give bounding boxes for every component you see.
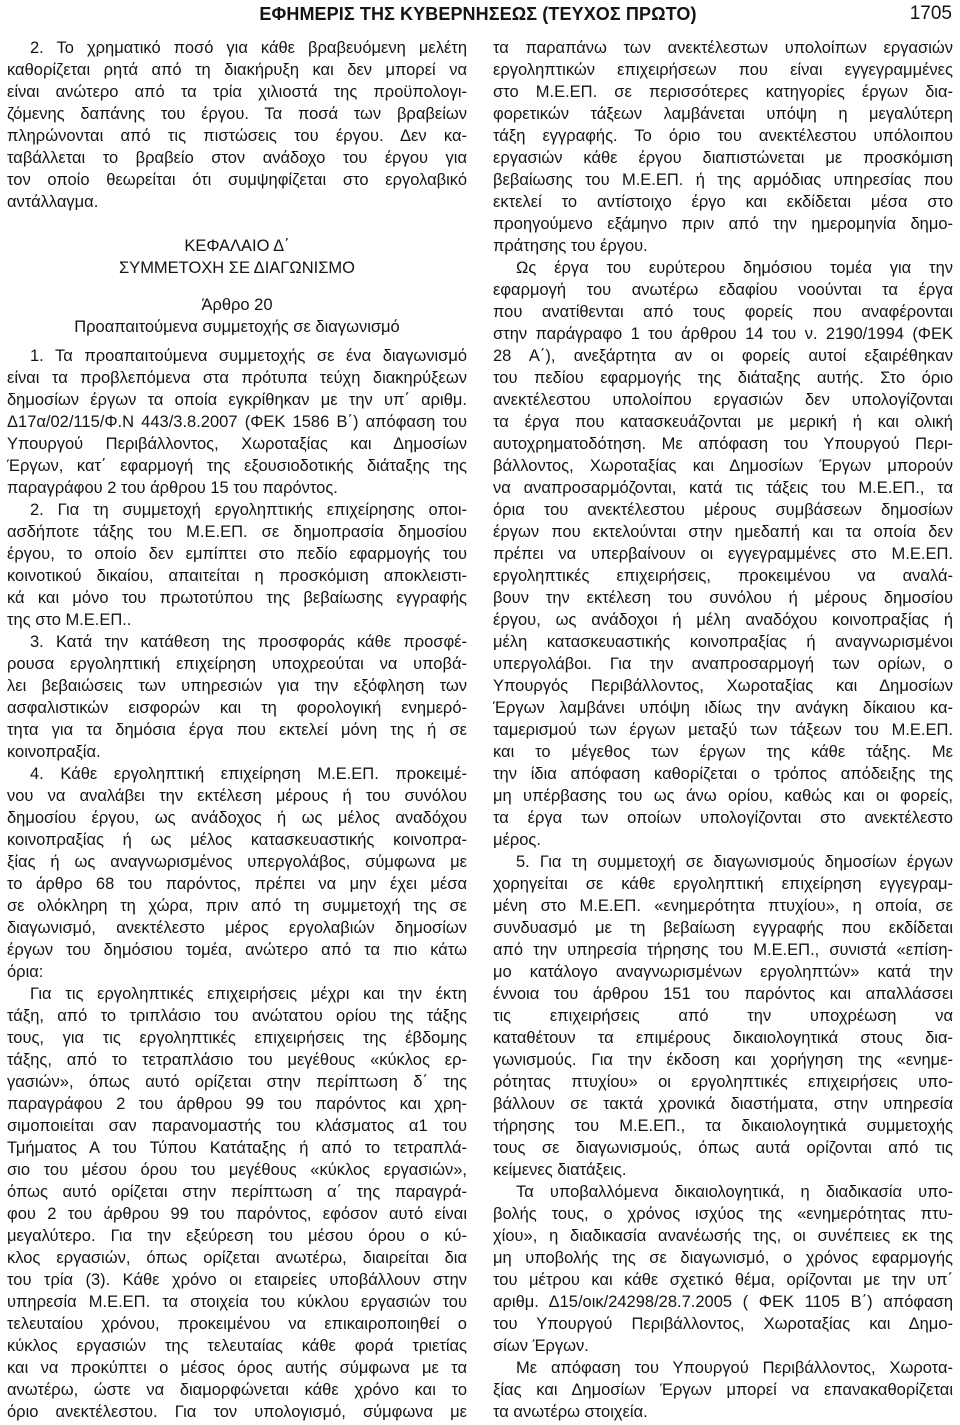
text-line: του Υπουργού Περιβάλλοντος, Χωροταξίας και Δημο-: [493, 1315, 953, 1333]
text-line: τις επιχειρήσεις από την υποχρέωση να: [493, 1007, 953, 1025]
text-line: ανεκτέλεστου υπολοίπου εργασιών δεν υπολογίζονται: [493, 391, 953, 409]
text-line: του πεδίου εφαρμογής της διάταξης αυτής. Στο όριο: [493, 369, 953, 387]
text-line: φου 2 του άρθρου 99 του παρόντος, εφόσον αυτό είναι: [7, 1205, 467, 1223]
text-line: αντάλλαγμα.: [7, 193, 99, 211]
text-line: 4. Κάθε εργοληπτική επιχείρηση Μ.Ε.ΕΠ. προκειμέ-: [30, 765, 467, 783]
paragraph: [493, 1357, 953, 1423]
text-line: Για τις εργοληπτικές επιχειρήσεις μέχρι και την έκτη: [30, 985, 467, 1003]
text-line: στο Μ.Ε.ΕΠ. σε περισσότερες κατηγορίες έργων δια-: [493, 83, 953, 101]
text-line: ρουσα εργοληπτική επιχείρηση υποχρεούται να υποβά-: [7, 655, 467, 673]
heading-line: ΚΕΦΑΛΑΙΟ Δ΄: [184, 237, 290, 255]
chapter-heading: [7, 235, 467, 279]
text-line: νου να αναλάβει την εκτέλεση μέρους ή του συνόλου: [7, 787, 467, 805]
text-line: έργου, το οποίο δεν εμπίπτει στο πεδίο εφαρμογής του: [7, 545, 467, 563]
right-column: [493, 37, 953, 1423]
text-line: έργου, ως ανάδοχοι ή μέλη αναδόχου κοινοπραξίας ή: [493, 611, 953, 629]
text-line: τον οποίο θεωρείται ότι συμψηφίζεται στο εργολαβικό: [7, 171, 467, 189]
text-line: κείμενες διατάξεις.: [493, 1161, 627, 1179]
text-line: μη υπέρβασης του ως άνω ορίου, καθώς και οι φορείς,: [493, 787, 953, 805]
text-line: ρότητας πτυχίου» οι εργοληπτικές επιχειρήσεις υπο-: [493, 1073, 953, 1091]
text-line: μέλη κατασκευαστικής κοινοπραξίας ή αναγνωρισμένοι: [493, 633, 953, 651]
text-line: 2. Το χρηματικό ποσό για κάθε βραβευόμενη μελέτη: [30, 39, 467, 57]
text-line: πληρώνονται από τις πιστώσεις του έργου. Δεν κα-: [7, 127, 467, 145]
text-line: ξίας και Δημοσίων Έργων μπορεί να επανακαθορίζεται: [493, 1381, 953, 1399]
text-line: 1. Τα προαπαιτούμενα συμμετοχής σε ένα διαγωνισμό: [30, 347, 467, 365]
text-line: τα ανωτέρω στοιχεία.: [493, 1403, 648, 1421]
text-line: της στο Μ.Ε.ΕΠ..: [7, 611, 132, 629]
text-line: σε ολόκληρη τη χώρα, πριν από τη συμμετοχή της σε: [7, 897, 467, 915]
text-line: ξίας ή ως αναγνωρισμένος υπεργολάβος, σύμφωνα με: [7, 853, 467, 871]
text-line: μεγαλύτερο. Για την εξεύρεση του μέσου όρου ο κύ-: [7, 1227, 467, 1245]
text-line: τήρησης του Μ.Ε.ΕΠ., τα δικαιολογητικά συμμετοχής: [493, 1117, 953, 1135]
text-line: πρέπει να υπερβαίνουν οι εγγεγραμμένες στο Μ.Ε.ΕΠ.: [493, 545, 953, 563]
text-line: τα παραπάνω των ανεκτέλεστων υπολοίπων εργασιών: [493, 39, 953, 57]
text-line: τάξη εγγραφής. Το όριο του ανεκτέλεστου υπόλοιπου: [493, 127, 953, 145]
gazette-title: ΕΦΗΜΕΡΙΣ ΤΗΣ ΚΥΒΕΡΝΗΣΕΩΣ (ΤΕΥΧΟΣ ΠΡΩΤΟ): [259, 4, 697, 24]
text-line: κοινοπραξίας ή ως μέλος κατασκευαστικής κοινοπρα-: [7, 831, 467, 849]
text-line: ταμερισμού των έργων μεταξύ των τάξεων του Μ.Ε.ΕΠ.: [493, 721, 953, 739]
text-line: βάλλοντος, Χωροταξίας και Δημοσίων Έργων μπορούν: [493, 457, 953, 475]
paragraph: [7, 983, 467, 1423]
text-line: βουν την εκτέλεση του συνόλου ή μέρους δημοσίου: [493, 589, 953, 607]
text-line: τα έργα που κατασκευάζονται με μερική ή και ολική: [493, 413, 953, 431]
text-line: κοινοπραξία.: [7, 743, 101, 761]
text-line: χορηγείται σε κάθε εργοληπτική επιχείρηση εγγεγραμ-: [493, 875, 953, 893]
text-line: σίων Έργων.: [493, 1337, 589, 1355]
text-line: μο κατάλογο αναγνωρισμένων εργοληπτών» κατά την: [493, 963, 953, 981]
text-line: Με απόφαση του Υπουργού Περιβάλλοντος, Χωροτα-: [516, 1359, 953, 1377]
text-line: έργων που εκτελούνται στην ημεδαπή και τα οποία δεν: [493, 523, 953, 541]
text-line: 2. Για τη συμμετοχή εργοληπτικής επιχείρησης οποι-: [30, 501, 467, 519]
text-line: ζόμενης δαπάνης του έργου. Τα ποσά των βραβείων: [7, 105, 467, 123]
left-column: [7, 37, 467, 1423]
text-line: καθορίζεται ρητά από τη διακήρυξη και δεν μπορεί να: [7, 61, 467, 79]
paragraph: [7, 499, 467, 631]
article-heading: [7, 294, 467, 338]
text-line: Έργων λαμβάνει υπόψη ιδίως την ανάγκη δίκαιου κα-: [493, 699, 953, 717]
text-line: κύκλος εργασιών της τελευταίας κάθε φορά τριετίας: [7, 1337, 467, 1355]
text-line: διαγωνισμό, ανεκτέλεστο μέρος εργολαβιών δημοσίων: [7, 919, 467, 937]
text-line: γασιών», όπως αυτό ορίζεται στην περίπτωση δ΄ της: [7, 1073, 467, 1091]
text-line: τους, για τις εργοληπτικές επιχειρήσεις της έβδομης: [7, 1029, 467, 1047]
text-line: 28 Α΄), ανεξάρτητα αν οι φορείς αυτοί εξαιρέθηκαν: [493, 347, 953, 365]
text-line: μη υποβολής της σε διαγωνισμό, ο χρόνος εφαρμογής: [493, 1249, 953, 1267]
text-line: χίου», η διαδικασία ανανέωσής της, οι συνέπειες εκ της: [493, 1227, 953, 1245]
paragraph: [7, 345, 467, 499]
text-line: Υπουργός Περιβάλλοντος, Χωροταξίας και Δημοσίων: [493, 677, 953, 695]
text-line: αριθμ. Δ15/οικ/24298/28.7.2005 ( ΦΕΚ 1105 Β΄) απόφαση: [493, 1293, 953, 1311]
paragraph: [493, 257, 953, 851]
text-line: εργοληπτικών επιχειρήσεων που είναι εγγεγραμμένες: [493, 61, 953, 79]
paragraph: [7, 631, 467, 763]
text-line: όρια του ανεκτέλεστου μέρους συμβάσεων δημοσίων: [493, 501, 953, 519]
text-line: κοινοτικού δικαίου, απαιτείται η προσκόμιση αποκλειστι-: [7, 567, 467, 585]
paragraph: [493, 851, 953, 1181]
text-line: και το μέγεθος των έργων της κάθε τάξης. Με: [493, 743, 953, 761]
text-line: προηγούμενο εξάμηνο πριν από την ημερομηνία δημο-: [493, 215, 953, 233]
text-line: παραγράφου 2 του άρθρου 15 του παρόντος.: [7, 479, 338, 497]
text-line: ασδήποτε τάξης του Μ.Ε.ΕΠ. σε δημοπρασία δημοσίου: [7, 523, 467, 541]
text-line: κλος εργασιών, όπως ορίζεται ανωτέρω, διαιρείται δια: [7, 1249, 467, 1267]
text-line: από την υπηρεσία τήρησης του Μ.Ε.ΕΠ., συνιστά «επίση-: [493, 941, 953, 959]
text-line: μέρος.: [493, 831, 541, 849]
text-line: τάξης, από το τετραπλάσιο του μεγέθους «κύκλος ερ-: [7, 1051, 467, 1069]
text-line: τητα για τα δημόσια έργα που εκτελεί μόνη της ή σε: [7, 721, 467, 739]
text-line: που ανατίθενται από τους φορείς που αναφέρονται: [493, 303, 953, 321]
text-line: Ως έργα του ευρύτερου δημόσιου τομέα για την: [516, 259, 953, 277]
text-line: πράτησης του έργου.: [493, 237, 648, 255]
text-line: Τμήματος Α του Τύπου Κατάταξης ή από το τετραπλά-: [7, 1139, 467, 1157]
text-line: τους σε διαγωνισμούς, όπως αυτά ορίζονται από τις: [493, 1139, 953, 1157]
text-line: εκτελεί το αντίστοιχο έργο και εκδίδεται μέσα στο: [493, 193, 953, 211]
text-line: φορετικών τάξεων λαμβάνεται υπόψη η μεγαλύτερη: [493, 105, 953, 123]
text-line: όριο ανεκτέλεστου. Για τον υπολογισμό, σύμφωνα με: [7, 1403, 467, 1421]
text-line: είναι τα προβλεπόμενα στα πρότυπα τεύχη διακηρύξεων: [7, 369, 467, 387]
text-line: τελευταίου χρόνου, προκειμένου να επικαιροποιηθεί ο: [7, 1315, 467, 1333]
text-line: Τα υποβαλλόμενα δικαιολογητικά, η διαδικασία υπο-: [516, 1183, 953, 1201]
paragraph: [7, 763, 467, 983]
text-line: εργασιών κάθε έργου διαπιστώνεται με προσκόμιση: [493, 149, 953, 167]
text-line: βολής τους, ο χρόνος ισχύος της «ενημερότητας πτυ-: [493, 1205, 953, 1223]
page-header: [0, 3, 960, 25]
text-line: την ίδια απόφαση καθορίζεται ο τρόπος απόδειξης της: [493, 765, 953, 783]
text-line: να αναπροσαρμόζονται, κατά τις τάξεις του Μ.Ε.ΕΠ., τα: [493, 479, 953, 497]
text-line: εφαρμογή του ανωτέρω εδαφίου νοούνται τα έργα: [493, 281, 953, 299]
text-line: δημοσίων έργων τα οποία εγκρίθηκαν με την υπ΄ αριθμ.: [7, 391, 467, 409]
text-line: παραγράφου 2 του άρθρου 99 του παρόντος και χρη-: [7, 1095, 467, 1113]
text-line: όπως αυτό ορίζεται στην περίπτωση α΄ της παραγρά-: [7, 1183, 467, 1201]
text-line: μένη στο Μ.Ε.ΕΠ. «ενημερότητα πτυχίου», η οποία, σε: [493, 897, 953, 915]
paragraph: [493, 1181, 953, 1357]
text-line: συνδυασμό με τη βεβαίωση εγγραφής που εκδίδεται: [493, 919, 953, 937]
text-line: 5. Για τη συμμετοχή σε διαγωνισμούς δημοσίων έργων: [516, 853, 953, 871]
text-line: τα έργα των οποίων υπολογίζονται στο ανεκτέλεστο: [493, 809, 953, 827]
paragraph: [493, 37, 953, 257]
text-line: βάλλουν σε τακτά χρονικά διαστήματα, στην υπηρεσία: [493, 1095, 953, 1113]
text-line: βεβαίωσης του Μ.Ε.ΕΠ. ή της αρμόδιας υπηρεσίας που: [493, 171, 953, 189]
text-line: είναι ανώτερο από τα τρία χιλιοστά της προϋπολογι-: [7, 83, 467, 101]
text-line: σιμοποιείται σαν παρανομαστής του κλάσματος α1 του: [7, 1117, 467, 1135]
text-line: έργων του δημόσιου τομέα, ανώτερο από τα πιο κάτω: [7, 941, 467, 959]
text-line: έννοια του άρθρου 151 του παρόντος και απαλλάσσει: [493, 985, 953, 1003]
text-line: λει βεβαιώσεις των υπηρεσιών για την εξόφληση των: [7, 677, 467, 695]
text-line: ταβάλλεται το βραβείο στον ανάδοχο του έργου για: [7, 149, 467, 167]
text-line: όρια:: [7, 963, 44, 981]
text-line: γωνισμούς. Για την έκδοση και χορήγηση της «ενημε-: [493, 1051, 953, 1069]
text-line: Δ17α/02/115/Φ.Ν 443/3.8.2007 (ΦΕΚ 1586 Β΄) απόφαση του: [7, 413, 467, 431]
heading-line: ΣΥΜΜΕΤΟΧΗ ΣΕ ΔΙΑΓΩΝΙΣΜΟ: [118, 259, 355, 277]
text-line: σιο του μέσου όρου του μεγέθους «κύκλος εργασιών»,: [7, 1161, 467, 1179]
text-line: υπηρεσία Μ.Ε.ΕΠ. τα στοιχεία του κύκλου εργασιών του: [7, 1293, 467, 1311]
text-line: το άρθρο 68 του παρόντος, πρέπει να μην έχει μέσα: [7, 875, 467, 893]
text-line: στην παράγραφο 1 του άρθρου 14 του ν. 2190/1994 (ΦΕΚ: [493, 325, 953, 343]
text-line: ασφαλιστικών εισφορών και τη φορολογική ενημερό-: [7, 699, 467, 717]
text-line: Υπουργού Περιβάλλοντος, Χωροταξίας και Δημοσίων: [7, 435, 467, 453]
heading-line: Άρθρο 20: [201, 296, 273, 314]
text-line: αυτοχρηματοδότηση. Με απόφαση του Υπουργού Περι-: [493, 435, 953, 453]
text-line: και να προκύπτει ο μέσος όρος αυτής σύμφωνα με τα: [7, 1359, 467, 1377]
text-line: Έργων, κατ΄ εφαρμογή της εξουσιοδοτικής διάταξης της: [7, 457, 467, 475]
text-line: υπεργολάβοι. Για την αναπροσαρμογή των ορίων, ο: [493, 655, 953, 673]
paragraph: [7, 37, 467, 213]
page-number: 1705: [909, 3, 952, 24]
text-line: του τρία (3). Κάθε χρόνο οι εταιρείες υποβάλλουν στην: [7, 1271, 467, 1289]
text-line: του μέτρου και κάθε σχετικό θέμα, ορίζονται με την υπ΄: [493, 1271, 953, 1289]
text-line: ανωτέρω, ώστε να διαμορφώνεται κάθε χρόνο και το: [7, 1381, 467, 1399]
heading-line: Προαπαιτούμενα συμμετοχής σε διαγωνισμό: [74, 318, 400, 336]
text-line: 3. Κατά την κατάθεση της προσφοράς κάθε προσφέ-: [30, 633, 467, 651]
text-line: εργοληπτικές επιχειρήσεις, προκειμένου να αναλά-: [493, 567, 953, 585]
text-line: δημοσίου έργου, ως ανάδοχος ή ως μέλος αναδόχου: [7, 809, 467, 827]
text-line: κά και μόνο του πρωτοτύπου της βεβαίωσης εγγραφής: [7, 589, 467, 607]
text-line: καταθέτουν τα επιμέρους δικαιολογητικά στους δια-: [493, 1029, 953, 1047]
text-line: τάξη, από το τριπλάσιο του ανώτατου ορίου της τάξης: [7, 1007, 467, 1025]
